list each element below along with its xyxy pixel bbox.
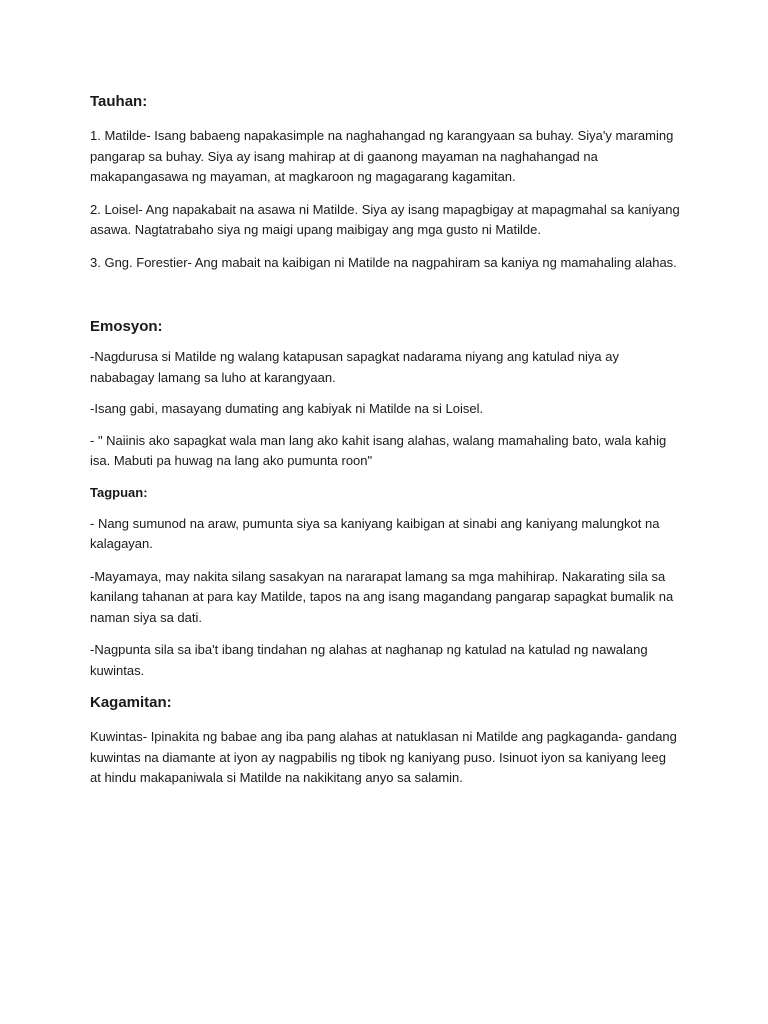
section-heading-emosyon: Emosyon: — [90, 318, 163, 335]
tauhan-item-loisel: 2. Loisel- Ang napakabait na asawa ni Matilde. Siya ay isang mapagbigay at mapagmahal sa kaniyang asawa. Nagtatrabaho siya ng maigi upang maibigay ang mga gusto ni Matilde. — [90, 201, 680, 237]
emosyon-item: - " Naiinis ako sapagkat wala man lang ako kahit isang alahas, walang mamahaling bato, wala kahig isa. Mabuti pa huwag na lang ako pumunta roon" — [90, 432, 667, 468]
tauhan-item-forestier: 3. Gng. Forestier- Ang mabait na kaibigan ni Matilde na nagpahiram sa kaniya ng mamahaling alahas. — [90, 254, 677, 270]
emosyon-item: -Nagdurusa si Matilde ng walang katapusan sapagkat nadarama niyang ang katulad niya ay nababagay lamang sa luho at karangyaan. — [90, 349, 620, 385]
tauhan-item-matilde: 1. Matilde- Isang babaeng napakasimple na naghahangad ng karangyaan sa buhay. Siya'y maraming pangarap sa buhay. Siya ay isang mahirap at di gaanong mayaman na naghahangad na makapangasawa ng mayaman, at magkaroon ng magagarang kagamitan. — [90, 128, 674, 184]
kagamitan-item-kuwintas: Kuwintas- Ipinakita ng babae ang iba pang alahas at natuklasan ni Matilde ang pagkaganda- gandang kuwintas na diamante at iyon ay nagpabilis ng tibok ng kaniyang puso. Isinuot iyon sa kaniyang leeg at hindu makapaniwala si Matilde na nakikitang anyo sa salamin. — [90, 729, 677, 785]
tagpuan-item: -Nagpunta sila sa iba't ibang tindahan ng alahas at naghanap ng katulad na katulad ng nawalang kuwintas. — [90, 642, 648, 678]
section-heading-tauhan: Tauhan: — [90, 93, 148, 110]
section-heading-tagpuan: Tagpuan: — [90, 484, 148, 500]
tagpuan-item: - Nang sumunod na araw, pumunta siya sa kaniyang kaibigan at sinabi ang kaniyang malungkot na kalagayan. — [90, 515, 660, 551]
section-heading-kagamitan: Kagamitan: — [90, 694, 172, 711]
tagpuan-item: -Mayamaya, may nakita silang sasakyan na nararapat lamang sa mga mahihirap. Nakarating sila sa kanilang tahanan at para kay Matilde, tapos na ang isang magandang pangarap sapagkat bumalik na naman siya sa dati. — [90, 568, 674, 625]
document-body — [90, 92, 680, 789]
emosyon-item: -Isang gabi, masayang dumating ang kabiyak ni Matilde na si Loisel. — [90, 401, 484, 416]
